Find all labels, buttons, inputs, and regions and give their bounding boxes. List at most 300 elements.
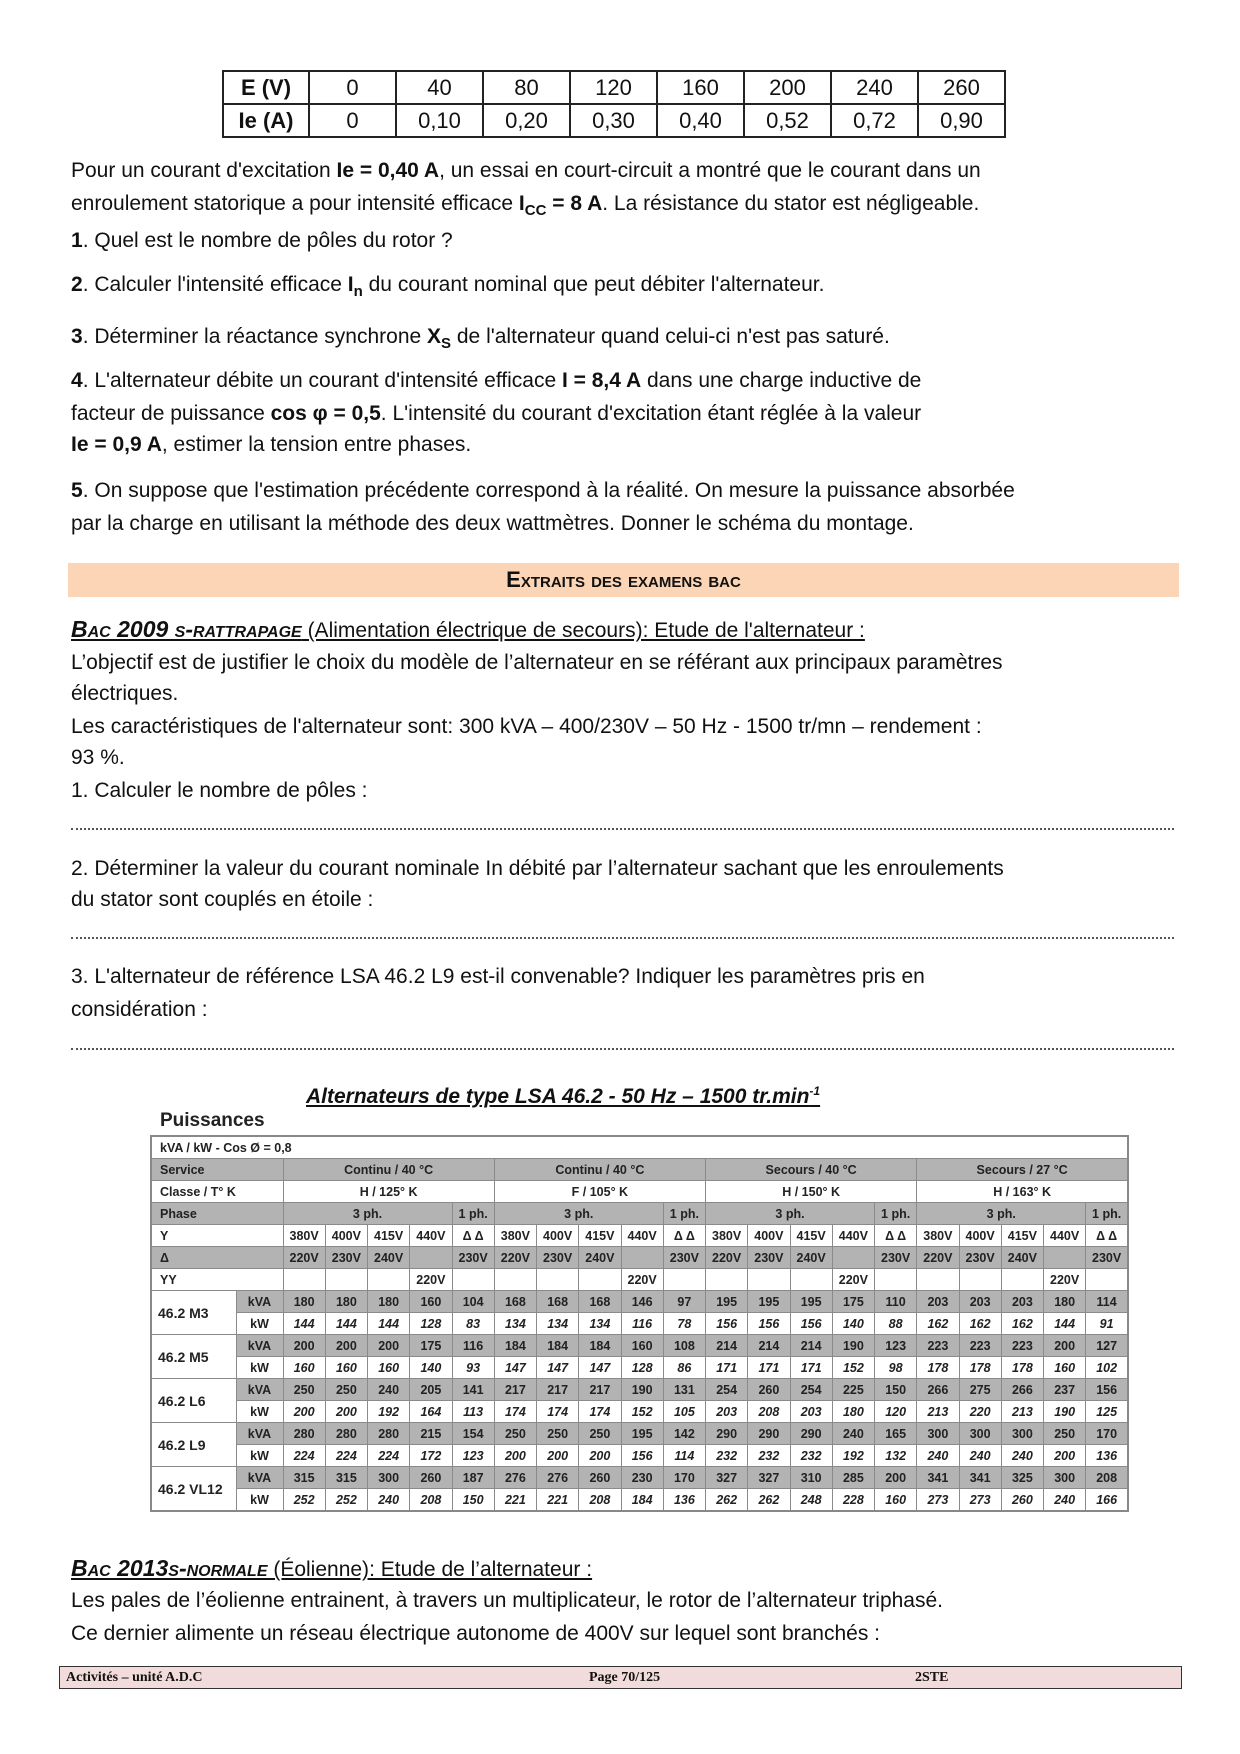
voltage-cell: 230V [325,1247,367,1269]
kva-value: 214 [748,1335,790,1357]
kva-value: 276 [537,1467,579,1489]
kw-value: 200 [283,1401,325,1423]
kw-value: 224 [283,1445,325,1467]
kw-value: 178 [917,1357,959,1379]
voltage-cell: 400V [325,1225,367,1247]
paragraph-line: Les caractéristiques de l'alternateur sont: 300 kVA – 400/230V – 50 Hz - 1500 tr/mn – rendement : [71,715,982,738]
kw-value: 240 [1044,1489,1086,1512]
model-kw-row [151,1445,1128,1467]
voltage-cell [621,1247,663,1269]
kva-value: 250 [537,1423,579,1445]
kw-value: 98 [875,1357,917,1379]
kva-value: 190 [621,1379,663,1401]
kva-value: 217 [579,1379,621,1401]
row-label: Phase [151,1203,283,1225]
kw-value: 160 [1044,1357,1086,1379]
kw-value: 128 [410,1313,452,1335]
kw-value: 150 [452,1489,494,1512]
kw-value: 213 [917,1401,959,1423]
kva-value: 195 [748,1291,790,1313]
kva-value: 97 [663,1291,705,1313]
kw-value: 273 [917,1489,959,1512]
kva-value: 131 [663,1379,705,1401]
kw-value: 160 [325,1357,367,1379]
unit-label: kVA [236,1467,283,1489]
paragraph-line: L’objectif est de justifier le choix du modèle de l’alternateur en se référant aux principaux paramètres [71,651,1003,674]
unit-label: kVA [236,1423,283,1445]
kva-value: 254 [706,1379,748,1401]
kw-value: 147 [494,1357,536,1379]
kva-value: 150 [875,1379,917,1401]
kw-value: 200 [537,1445,579,1467]
yy-row [151,1269,1128,1291]
service-row [151,1159,1128,1181]
kw-value: 105 [663,1401,705,1423]
kw-value: 178 [959,1357,1001,1379]
kw-value: 190 [1044,1401,1086,1423]
kw-value: 171 [748,1357,790,1379]
kw-value: 252 [325,1489,367,1512]
voltage-cell [1086,1269,1128,1291]
kva-value: 214 [706,1335,748,1357]
phase-row [151,1203,1128,1225]
question-4-line-2: facteur de puissance cos φ = 0,5. L'intensité du courant d'excitation étant réglée à la valeur [71,402,922,425]
model-name: 46.2 VL12 [151,1467,236,1512]
paragraph-line: électriques. [71,682,179,705]
kva-value: 325 [1001,1467,1043,1489]
e-value: 40 [396,71,483,104]
voltage-cell: 440V [410,1225,452,1247]
kva-value: 217 [537,1379,579,1401]
kw-value: 232 [706,1445,748,1467]
bac-2009-question-3: 3. L'alternateur de référence LSA 46.2 L9 est-il convenable? Indiquer les paramètres pris en [71,965,925,988]
kva-value: 200 [368,1335,410,1357]
paragraph-line: enroulement statorique a pour intensité efficace $I_{CC} = 8$ A. La résistance du stator est négligeable. [71,192,980,219]
voltage-cell [748,1269,790,1291]
model-name: 46.2 L6 [151,1379,236,1423]
e-row [223,71,1005,104]
kw-value: 136 [1086,1445,1128,1467]
answer-line[interactable] [71,828,1174,830]
phase-header: 1 ph. [452,1203,494,1225]
kva-value: 168 [579,1291,621,1313]
voltage-cell: 230V [452,1247,494,1269]
caption-row [151,1136,1128,1159]
kva-value: 187 [452,1467,494,1489]
kva-value: 250 [579,1423,621,1445]
voltage-cell: 240V [579,1247,621,1269]
kw-value: 91 [1086,1313,1128,1335]
kw-value: 192 [832,1445,874,1467]
e-value: 120 [570,71,657,104]
kva-value: 260 [579,1467,621,1489]
kva-value: 175 [410,1335,452,1357]
kw-value: 134 [494,1313,536,1335]
voltage-cell [706,1269,748,1291]
kva-value: 104 [452,1291,494,1313]
kva-value: 203 [959,1291,1001,1313]
kw-value: 166 [1086,1489,1128,1512]
kw-value: 208 [410,1489,452,1512]
table-caption: kVA / kW - Cos Ø = 0,8 [151,1136,1128,1159]
question-2: 2. Calculer l'intensité efficace $I_n$ du courant nominal que peut débiter l'alternateur. [71,273,825,300]
kva-value: 237 [1044,1379,1086,1401]
unit-label: kW [236,1445,283,1467]
e-value: 80 [483,71,570,104]
kw-value: 140 [410,1357,452,1379]
unit-label: kW [236,1313,283,1335]
voltage-cell [663,1269,705,1291]
voltage-cell: 230V [1086,1247,1128,1269]
voltage-cell [368,1269,410,1291]
voltage-cell: 400V [537,1225,579,1247]
kva-value: 203 [917,1291,959,1313]
kva-value: 180 [368,1291,410,1313]
voltage-cell: 230V [663,1247,705,1269]
kw-value: 88 [875,1313,917,1335]
kva-value: 190 [832,1335,874,1357]
kw-value: 171 [790,1357,832,1379]
kw-value: 248 [790,1489,832,1512]
y-row [151,1225,1128,1247]
kw-value: 240 [917,1445,959,1467]
section-banner: Extraits des examens bac [68,563,1179,597]
kva-value: 266 [1001,1379,1043,1401]
kva-value: 315 [283,1467,325,1489]
voltage-cell: 220V [832,1269,874,1291]
voltage-cell: 220V [410,1269,452,1291]
paragraph-line: considération : [71,998,208,1021]
voltage-cell: 230V [748,1247,790,1269]
kva-value: 175 [832,1291,874,1313]
kw-value: 160 [875,1489,917,1512]
kva-value: 225 [832,1379,874,1401]
voltage-cell: 230V [959,1247,1001,1269]
kw-value: 132 [875,1445,917,1467]
kva-value: 300 [1044,1467,1086,1489]
voltage-cell [452,1269,494,1291]
kw-value: 221 [494,1489,536,1512]
phase-header: 3 ph. [917,1203,1086,1225]
kw-value: 113 [452,1401,494,1423]
kw-value: 262 [748,1489,790,1512]
row-label: Classe / T° K [151,1181,283,1203]
unit-label: kW [236,1401,283,1423]
kva-value: 327 [748,1467,790,1489]
voltage-cell: 415V [368,1225,410,1247]
kva-value: 266 [917,1379,959,1401]
model-kva-row [151,1467,1128,1489]
kw-value: 93 [452,1357,494,1379]
kva-value: 223 [917,1335,959,1357]
voltage-cell: 220V [706,1247,748,1269]
kw-value: 156 [706,1313,748,1335]
voltage-cell: 400V [959,1225,1001,1247]
unit-label: kW [236,1489,283,1512]
service-header: Secours / 27 °C [917,1159,1128,1181]
kva-value: 300 [959,1423,1001,1445]
kva-value: 146 [621,1291,663,1313]
kw-value: 220 [959,1401,1001,1423]
e-value: 0 [309,71,396,104]
kw-value: 156 [621,1445,663,1467]
kw-value: 102 [1086,1357,1128,1379]
phase-header: 1 ph. [1086,1203,1128,1225]
kw-value: 162 [917,1313,959,1335]
voltage-cell: 240V [368,1247,410,1269]
class-header: H / 150° K [706,1181,917,1203]
kva-value: 290 [790,1423,832,1445]
kw-value: 134 [579,1313,621,1335]
kva-value: 290 [748,1423,790,1445]
kw-value: 224 [368,1445,410,1467]
kva-value: 127 [1086,1335,1128,1357]
e-value: 240 [831,71,918,104]
kva-value: 214 [790,1335,832,1357]
voltage-cell: 230V [537,1247,579,1269]
voltage-cell [832,1247,874,1269]
unit-label: kVA [236,1291,283,1313]
voltage-cell [410,1247,452,1269]
kw-value: 203 [706,1401,748,1423]
voltage-cell [537,1269,579,1291]
model-kva-row [151,1423,1128,1445]
row-label: Δ [151,1247,283,1269]
kw-value: 260 [1001,1489,1043,1512]
phase-header: 1 ph. [875,1203,917,1225]
model-name: 46.2 M5 [151,1335,236,1379]
question-3: 3. Déterminer la réactance synchrone $X_S$ de l'alternateur quand celui-ci n'est pas saturé. [71,325,890,352]
kva-value: 200 [1044,1335,1086,1357]
voltage-cell [1001,1269,1043,1291]
kva-value: 240 [368,1379,410,1401]
kw-value: 125 [1086,1401,1128,1423]
kva-value: 195 [706,1291,748,1313]
kva-value: 290 [706,1423,748,1445]
service-header: Secours / 40 °C [706,1159,917,1181]
voltage-cell: Δ Δ [452,1225,494,1247]
ie-value: 0,20 [483,104,570,137]
answer-line[interactable] [71,937,1174,939]
kw-value: 232 [790,1445,832,1467]
kva-value: 276 [494,1467,536,1489]
kva-value: 180 [325,1291,367,1313]
kva-value: 310 [790,1467,832,1489]
kw-value: 200 [1044,1445,1086,1467]
bac-2009-heading: Bac 2009 s-rattrapage (Alimentation électrique de secours): Etude de l'alternateur : [71,616,865,642]
kva-value: 160 [621,1335,663,1357]
kw-value: 120 [875,1401,917,1423]
voltage-cell: 240V [1001,1247,1043,1269]
kw-value: 232 [748,1445,790,1467]
phase-header: 1 ph. [663,1203,705,1225]
voltage-cell: Δ Δ [875,1225,917,1247]
ie-value: 0,10 [396,104,483,137]
lsa-power-table [150,1135,1129,1512]
voltage-cell: 240V [790,1247,832,1269]
kw-value: 172 [410,1445,452,1467]
kw-value: 200 [494,1445,536,1467]
kw-value: 83 [452,1313,494,1335]
voltage-cell: Δ Δ [1086,1225,1128,1247]
kw-value: 123 [452,1445,494,1467]
model-kw-row [151,1313,1128,1335]
answer-line[interactable] [71,1048,1174,1050]
puissances-label: Puissances [160,1110,265,1131]
kw-value: 134 [537,1313,579,1335]
kw-value: 224 [325,1445,367,1467]
kva-value: 208 [1086,1467,1128,1489]
kva-value: 200 [875,1467,917,1489]
footer-left: Activités – unité A.D.C [66,1670,203,1685]
kw-value: 200 [579,1445,621,1467]
kw-value: 192 [368,1401,410,1423]
kva-value: 200 [283,1335,325,1357]
ie-row [223,104,1005,137]
voltage-cell: 380V [283,1225,325,1247]
kva-value: 156 [1086,1379,1128,1401]
kva-value: 200 [325,1335,367,1357]
model-kw-row [151,1357,1128,1379]
paragraph-line: 93 %. [71,746,125,769]
ie-value: 0,72 [831,104,918,137]
phase-header: 3 ph. [494,1203,663,1225]
kw-value: 160 [283,1357,325,1379]
voltage-cell [579,1269,621,1291]
kva-value: 285 [832,1467,874,1489]
bac-2009-question-2: 2. Déterminer la valeur du courant nominale In débité par l’alternateur sachant que les enroulements [71,857,1004,880]
kw-value: 78 [663,1313,705,1335]
phase-header: 3 ph. [283,1203,452,1225]
page-number: Page 70/125 [589,1670,661,1685]
kw-value: 162 [959,1313,1001,1335]
classe-row [151,1181,1128,1203]
kva-value: 165 [875,1423,917,1445]
model-kva-row [151,1379,1128,1401]
kva-value: 116 [452,1335,494,1357]
unit-label: kVA [236,1379,283,1401]
kva-value: 168 [494,1291,536,1313]
footer-right: 2STE [915,1670,949,1685]
kva-value: 250 [325,1379,367,1401]
kw-value: 156 [748,1313,790,1335]
kva-value: 280 [325,1423,367,1445]
voltage-cell: 380V [917,1225,959,1247]
excitation-characteristic-table [222,70,1006,138]
kw-value: 200 [325,1401,367,1423]
e-value: 260 [918,71,1005,104]
kva-value: 341 [917,1467,959,1489]
kw-value: 240 [959,1445,1001,1467]
ie-value: 0 [309,104,396,137]
e-label: E (V) [223,71,309,104]
kw-value: 140 [832,1313,874,1335]
phase-header: 3 ph. [706,1203,875,1225]
paragraph-line: Ce dernier alimente un réseau électrique autonome de 400V sur lequel sont branchés : [71,1622,881,1645]
paragraph-line: Pour un courant d'excitation Ie = 0,40 A, un essai en court-circuit a montré que le courant dans un [71,159,981,182]
voltage-cell: 380V [494,1225,536,1247]
voltage-cell: 440V [1044,1225,1086,1247]
kva-value: 260 [410,1467,452,1489]
paragraph-line: du stator sont couplés en étoile : [71,888,374,911]
model-kva-row [151,1335,1128,1357]
class-header: F / 105° K [494,1181,705,1203]
kw-value: 208 [748,1401,790,1423]
kva-value: 205 [410,1379,452,1401]
kva-value: 223 [959,1335,1001,1357]
voltage-cell: 415V [790,1225,832,1247]
kva-value: 327 [706,1467,748,1489]
kw-value: 262 [706,1489,748,1512]
ie-label: Ie (A) [223,104,309,137]
kw-value: 273 [959,1489,1001,1512]
kva-value: 275 [959,1379,1001,1401]
voltage-cell [875,1269,917,1291]
kw-value: 203 [790,1401,832,1423]
class-header: H / 125° K [283,1181,494,1203]
kva-value: 254 [790,1379,832,1401]
kva-value: 184 [494,1335,536,1357]
voltage-cell [283,1269,325,1291]
voltage-cell [790,1269,832,1291]
kw-value: 86 [663,1357,705,1379]
voltage-cell [917,1269,959,1291]
lsa-table-title: Alternateurs de type LSA 46.2 - 50 Hz – 1500 $tr.\min^{-1}$ [306,1084,821,1108]
kva-value: 141 [452,1379,494,1401]
kva-value: 160 [410,1291,452,1313]
kw-value: 156 [790,1313,832,1335]
question-1: 1. Quel est le nombre de pôles du rotor ? [71,229,453,252]
bac-2009-question-1: 1. Calculer le nombre de pôles : [71,779,368,802]
kva-value: 108 [663,1335,705,1357]
voltage-cell: 230V [875,1247,917,1269]
kva-value: 300 [1001,1423,1043,1445]
kva-value: 170 [663,1467,705,1489]
service-header: Continu / 40 °C [283,1159,494,1181]
kva-value: 300 [368,1467,410,1489]
service-header: Continu / 40 °C [494,1159,705,1181]
voltage-cell [494,1269,536,1291]
kw-value: 174 [494,1401,536,1423]
unit-label: kW [236,1357,283,1379]
model-kw-row [151,1489,1128,1512]
question-4-line-3: Ie = 0,9 A, estimer la tension entre phases. [71,433,472,456]
model-kva-row [151,1291,1128,1313]
e-value: 160 [657,71,744,104]
kva-value: 280 [368,1423,410,1445]
bac-2013-heading: Bac 2013s-normale (Éolienne): Etude de l’alternateur : [71,1555,593,1581]
kw-value: 144 [368,1313,410,1335]
ie-value: 0,52 [744,104,831,137]
kva-value: 123 [875,1335,917,1357]
voltage-cell: 400V [748,1225,790,1247]
class-header: H / 163° K [917,1181,1128,1203]
ie-value: 0,30 [570,104,657,137]
delta-row [151,1247,1128,1269]
voltage-cell: 220V [621,1269,663,1291]
voltage-cell [1044,1247,1086,1269]
kva-value: 170 [1086,1423,1128,1445]
model-name: 46.2 L9 [151,1423,236,1467]
voltage-cell: 415V [1001,1225,1043,1247]
kva-value: 260 [748,1379,790,1401]
voltage-cell: 415V [579,1225,621,1247]
kva-value: 110 [875,1291,917,1313]
kw-value: 240 [368,1489,410,1512]
kw-value: 180 [832,1401,874,1423]
kw-value: 114 [663,1445,705,1467]
kva-value: 250 [1044,1423,1086,1445]
